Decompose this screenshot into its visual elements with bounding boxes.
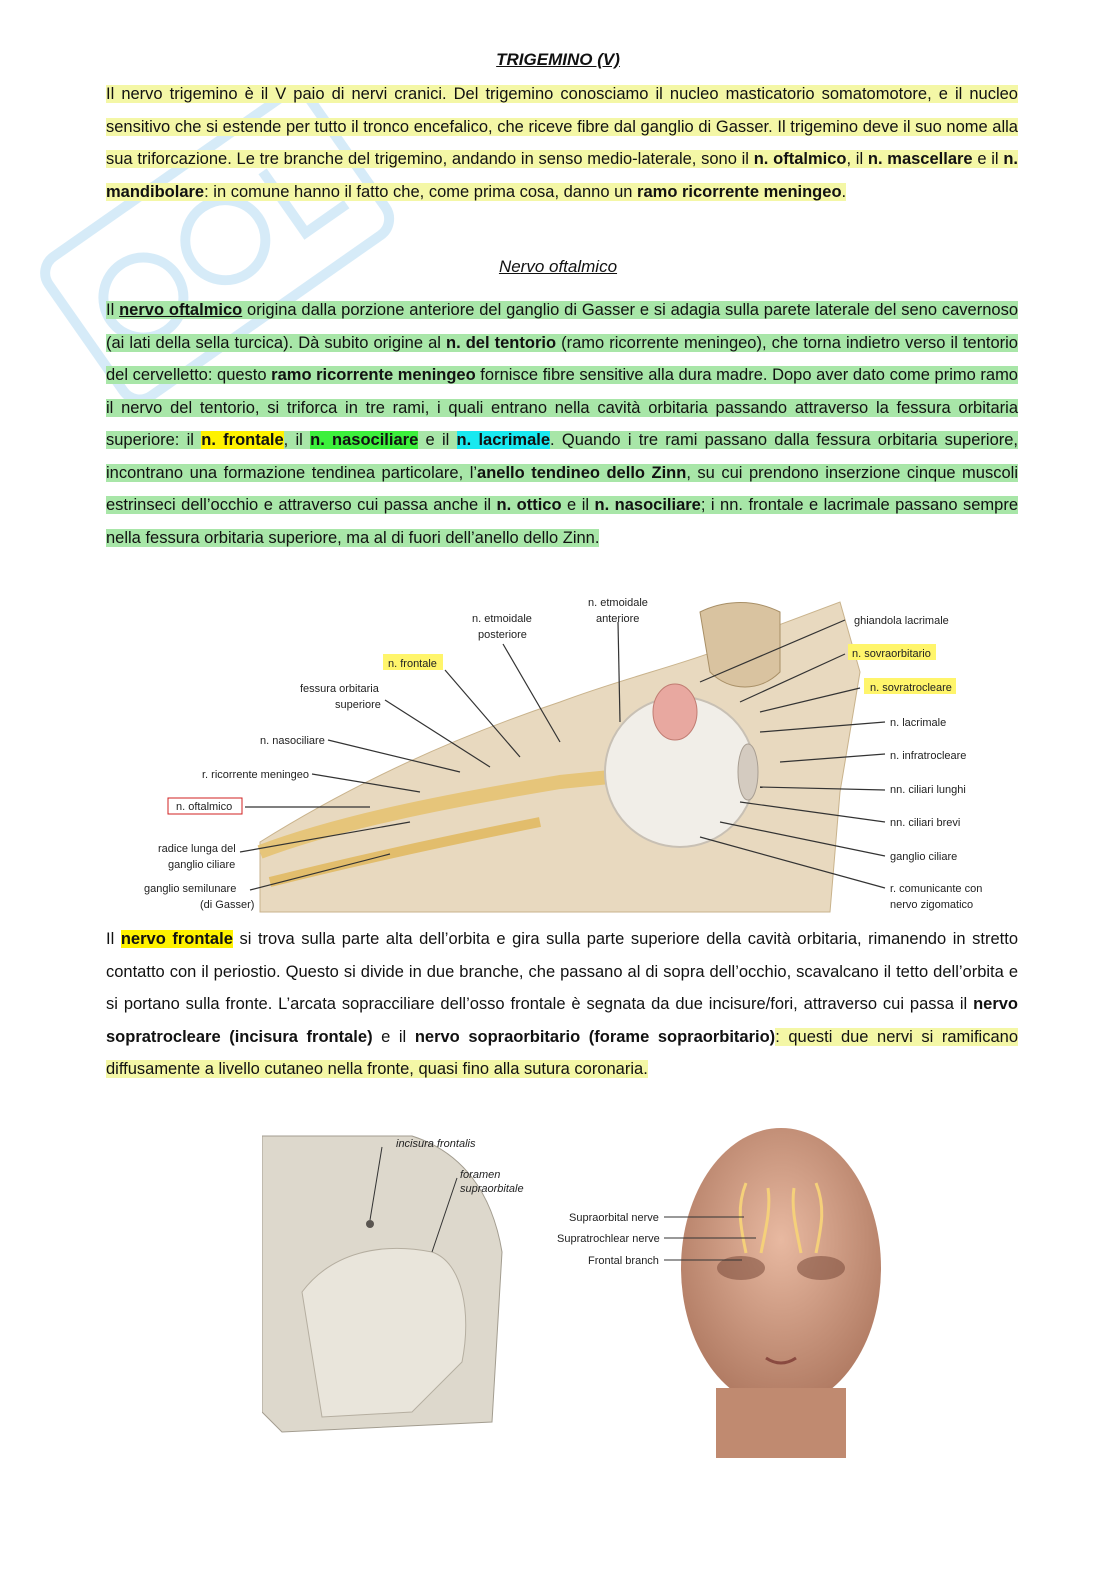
svg-text:nn. ciliari lunghi: nn. ciliari lunghi [890,784,966,796]
svg-text:foramen: foramen [460,1169,501,1181]
ophthalmic-paragraph: Il nervo oftalmico origina dalla porzione anteriore del ganglio di Gasser e si adagia sulla parete laterale del seno cavernoso (ai lati della sella turcica). Dà subito origine al n. del tentorio (ramo ricorrente meningeo), che torna indietro verso il tentorio del cervelletto: questo ramo ricorrente meningeo fornisce fibre sensitive alla dura madre. Dopo aver dato come primo ramo il nervo del tentorio, si triforca in tre rami, i quali entrano nella cavità orbitaria passando attraverso la fessura orbitaria superiore: il n. frontale, il n. nasociliare e il n. lacrimale. Quando i tre rami passano dalla fessura orbitaria superiore, incontrano una formazione tendinea particolare, l’anello tendineo dello Zinn, su cui prendono inserzione cinque muscoli estrinseci dell’occhio e attraverso cui passa anche il n. ottico e il n. nasociliare; i nn. frontale e lacrimale passano sempre nella fessura orbitaria superiore, ma al di fuori dell’anello dello Zinn. [106,301,1019,547]
svg-text:Supraorbital nerve: Supraorbital nerve [569,1212,659,1224]
page-title: TRIGEMINO (V) [496,50,620,69]
svg-text:n. sovraorbitario: n. sovraorbitario [852,648,931,660]
frontal-paragraph: Il nervo frontale si trova sulla parte alta dell’orbita e gira sulla parte superiore della cavità orbitaria, rimanendo in stretto contatto con il periostio. Questo si divide in due branche, che passano al di sopra dell’occhio, scavalcano il tetto dell’orbita e si portano sulla fronte. L’arcata sopracciliare dell’osso frontale è segnata da due incisure/fori, attraverso cui passa il nervo sopratrocleare (incisura frontale) e il nervo sopraorbitario (forame sopraorbitario): questi due nervi si ramificano diffusamente a livello cutaneo nella fronte, quasi fino alla sutura coronaria. [106,930,1019,1078]
label-fessura: fessura orbitaria [300,683,379,695]
label-n-frontale: n. frontale [388,658,437,670]
section-title: Nervo oftalmico [498,257,618,276]
svg-text:ghiandola lacrimale: ghiandola lacrimale [854,615,949,627]
label-n-oftalmico: n. oftalmico [176,801,233,813]
intro-paragraph: Il nervo trigemino è il V paio di nervi cranici. Del trigemino conosciamo il nucleo masticatorio somatomotore, e il nucleo sensitivo che si estende per tutto il tronco encefalico, che riceve fibre dal ganglio di Gasser. Il trigemino deve il suo nome alla sua triforcazione. Le tre branche del trigemino, andando in senso medio-laterale, sono il n. oftalmico, il n. mascellare e il n. mandibolare: in comune hanno il fatto che, come prima cosa, danno un ramo ricorrente meningeo. [106,85,1019,201]
svg-text:n. infratrocleare: n. infratrocleare [890,750,967,762]
svg-text:n. lacrimale: n. lacrimale [890,717,947,729]
svg-text:r. comunicante con: r. comunicante con [890,883,983,895]
svg-text:nervo zigomatico: nervo zigomatico [890,899,974,911]
svg-text:supraorbitale: supraorbitale [460,1183,524,1195]
svg-text:(di Gasser): (di Gasser) [200,899,255,911]
svg-text:ganglio ciliare: ganglio ciliare [890,851,958,863]
svg-text:incisura frontalis: incisura frontalis [396,1138,476,1150]
svg-text:superiore: superiore [335,699,381,711]
svg-text:Supratrochlear nerve: Supratrochlear nerve [557,1233,660,1245]
svg-text:nn. ciliari brevi: nn. ciliari brevi [890,817,961,829]
orbit-anatomy-figure [140,592,1000,922]
svg-text:anteriore: anteriore [596,613,640,625]
svg-text:n. sovratrocleare: n. sovratrocleare [870,682,952,694]
label-n-nasociliare: n. nasociliare [260,735,325,747]
svg-text:n. etmoidale: n. etmoidale [472,613,532,625]
svg-text:posteriore: posteriore [478,629,527,641]
svg-text:n. etmoidale: n. etmoidale [588,597,648,609]
svg-text:Frontal branch: Frontal branch [588,1255,659,1267]
label-r-ricorrente: r. ricorrente meningeo [202,769,309,781]
svg-text:radice lunga del: radice lunga del [158,843,236,855]
svg-text:ganglio ciliare: ganglio ciliare [168,859,236,871]
head-nerves-figure [556,1128,916,1458]
frontal-bone-figure [262,1132,532,1442]
svg-text:ganglio semilunare: ganglio semilunare [144,883,237,895]
